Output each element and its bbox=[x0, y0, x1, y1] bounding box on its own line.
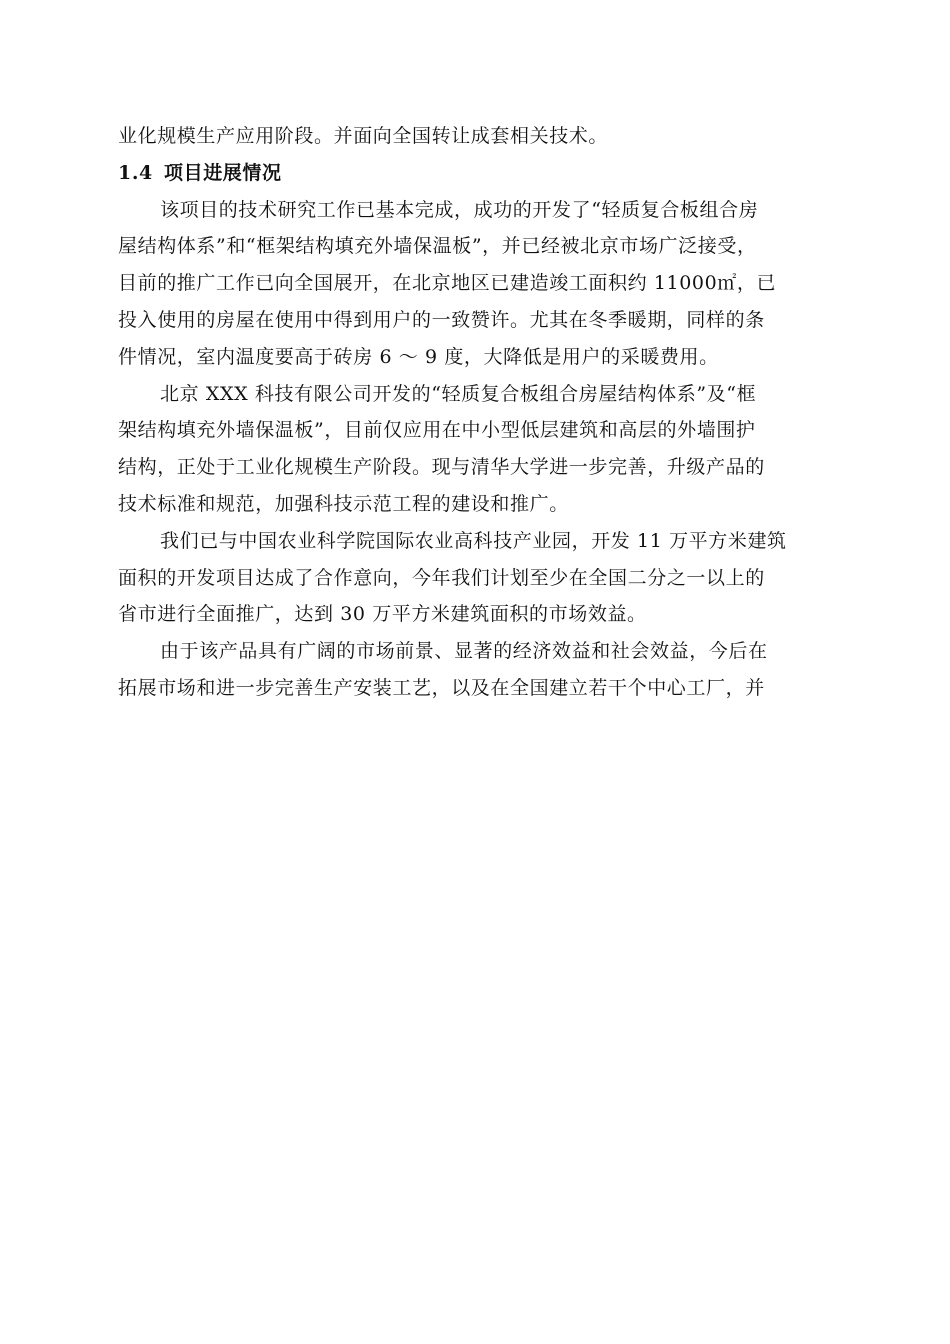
paragraph-line: 面积的开发项目达成了合作意向，今年我们计划至少在全国二分之一以上的 bbox=[118, 566, 765, 589]
section-heading bbox=[118, 155, 858, 192]
paragraph-line: 该项目的技术研究工作已基本完成，成功的开发了“轻质复合板组合房 bbox=[160, 198, 759, 221]
paragraph-line: 结构，正处于工业化规模生产阶段。现与清华大学进一步完善，升级产品的 bbox=[118, 456, 765, 479]
paragraph-progress bbox=[118, 192, 858, 376]
paragraph-line: 件情况，室内温度要高于砖房 6 ～ 9 度，大降低是用户的采暖费用。 bbox=[118, 345, 719, 368]
paragraph-line: 目前的推广工作已向全国展开，在北京地区已建造竣工面积约 11000㎡，已 bbox=[118, 272, 777, 295]
paragraph-line: 拓展市场和进一步完善生产安装工艺，以及在全国建立若干个中心工厂，并 bbox=[118, 676, 765, 699]
paragraph-line: 技术标准和规范，加强科技示范工程的建设和推广。 bbox=[118, 492, 569, 515]
paragraph-line: 北京 XXX 科技有限公司开发的“轻质复合板组合房屋结构体系”及“框 bbox=[160, 382, 757, 405]
intro-line: 业化规模生产应用阶段。并面向全国转让成套相关技术。 bbox=[118, 125, 609, 147]
paragraph-company bbox=[118, 376, 858, 523]
paragraph-line: 我们已与中国农业科学院国际农业高科技产业园，开发 11 万平方米建筑 bbox=[160, 529, 787, 552]
section-number: 1.4 bbox=[118, 161, 153, 184]
paragraph-line: 架结构填充外墙保温板”，目前仅应用在中小型低层建筑和高层的外墙围护 bbox=[118, 419, 756, 442]
paragraph-outlook bbox=[118, 633, 858, 707]
paragraph-line: 投入使用的房屋在使用中得到用户的一致赞许。尤其在冬季暖期，同样的条 bbox=[118, 308, 765, 331]
paragraph-cooperation bbox=[118, 523, 858, 633]
paragraph-line: 省市进行全面推广，达到 30 万平方米建筑面积的市场效益。 bbox=[118, 603, 647, 626]
section-title: 项目进展情况 bbox=[164, 161, 282, 184]
paragraph-line: 由于该产品具有广阔的市场前景、显著的经济效益和社会效益，今后在 bbox=[160, 640, 768, 663]
paragraph-line: 屋结构体系”和“框架结构填充外墙保温板”，并已经被北京市场广泛接受， bbox=[118, 235, 757, 258]
document-body bbox=[118, 118, 858, 707]
